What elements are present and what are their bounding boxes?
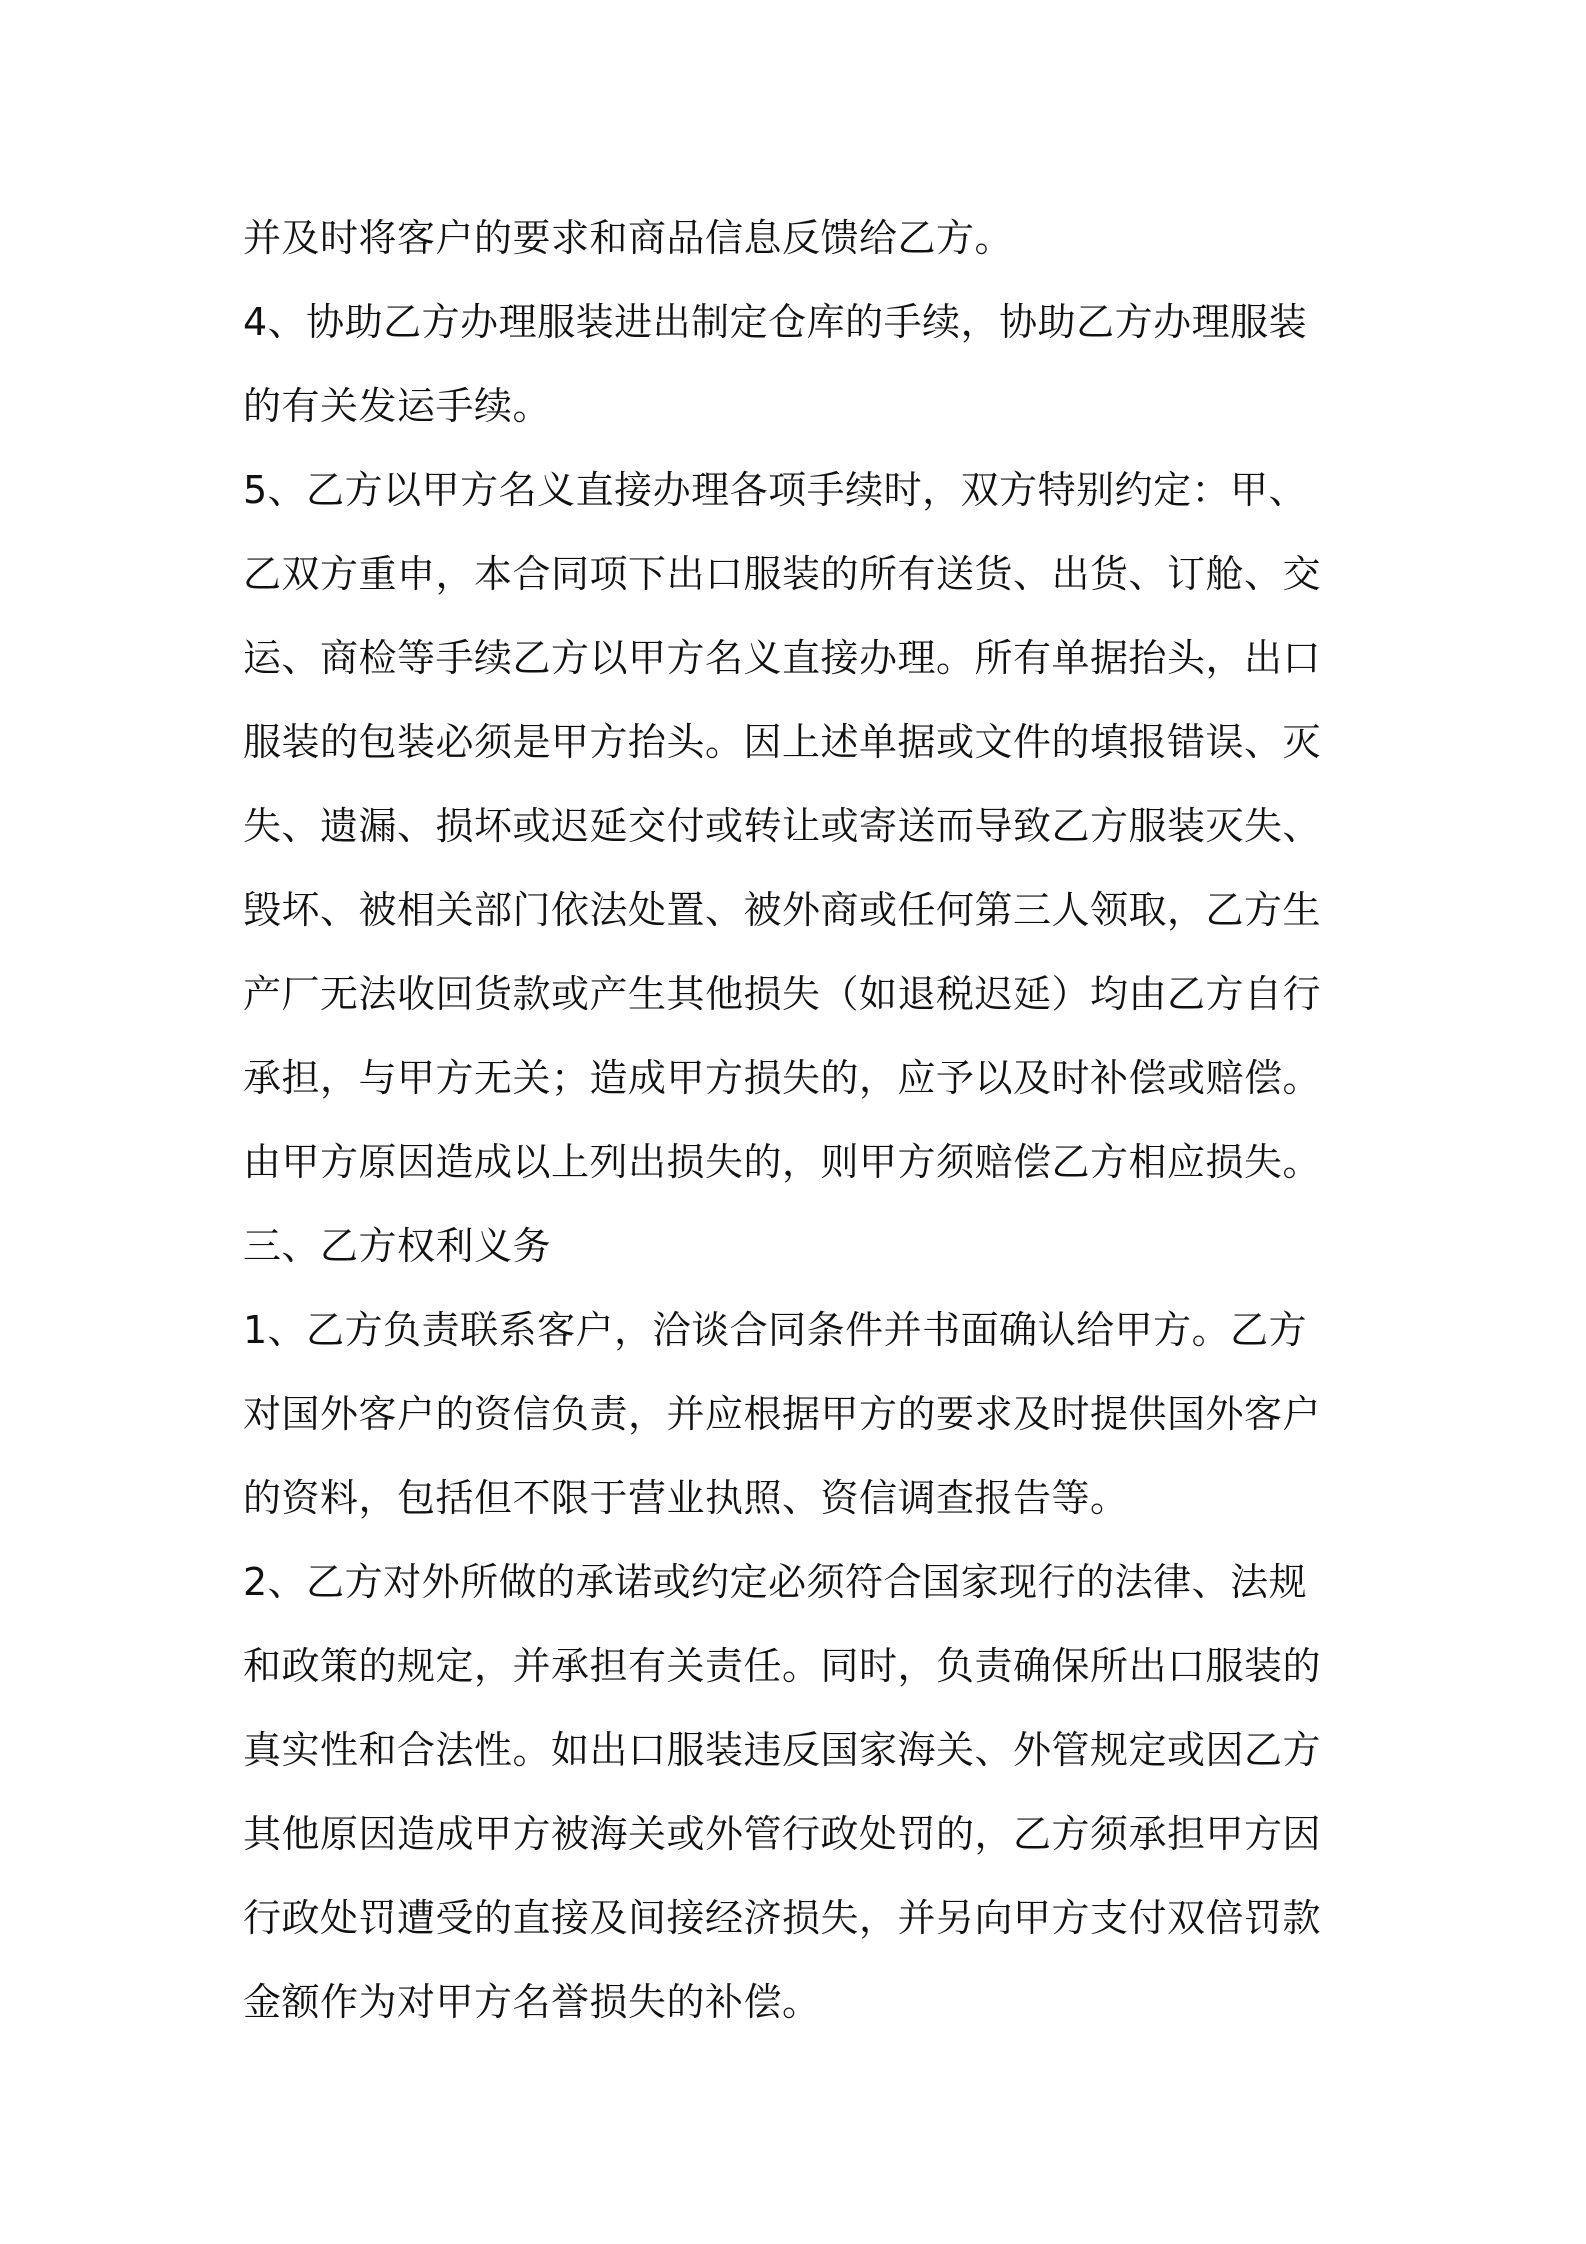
text-line: 行政处罚遭受的直接及间接经济损失，并另向甲方支付双倍罚款 — [243, 1896, 1322, 1940]
text-line: 由甲方原因造成以上列出损失的，则甲方须赔偿乙方相应损失。 — [243, 1140, 1322, 1184]
text-line: 的资料，包括但不限于营业执照、资信调查报告等。 — [243, 1476, 1129, 1520]
text-line: 并及时将客户的要求和商品信息反馈给乙方。 — [243, 216, 1014, 260]
text-line: 4、协助乙方办理服装进出制定仓库的手续，协助乙方办理服装 — [243, 300, 1308, 344]
text-line: 运、商检等手续乙方以甲方名义直接办理。所有单据抬头，出口 — [243, 636, 1322, 680]
text-line: 服装的包装必须是甲方抬头。因上述单据或文件的填报错误、灭 — [243, 720, 1322, 764]
text-line: 承担，与甲方无关；造成甲方损失的，应予以及时补偿或赔偿。 — [243, 1056, 1322, 1100]
text-line: 其他原因造成甲方被海关或外管行政处罚的，乙方须承担甲方因 — [243, 1812, 1322, 1856]
document-body — [243, 196, 1353, 2044]
text-line: 失、遗漏、损坏或迟延交付或转让或寄送而导致乙方服装灭失、 — [243, 804, 1322, 848]
text-line: 2、乙方对外所做的承诺或约定必须符合国家现行的法律、法规 — [243, 1560, 1308, 1604]
text-line: 金额作为对甲方名誉损失的补偿。 — [243, 1980, 821, 2024]
text-line: 对国外客户的资信负责，并应根据甲方的要求及时提供国外客户 — [243, 1392, 1322, 1436]
text-line: 5、乙方以甲方名义直接办理各项手续时，双方特别约定：甲、 — [243, 468, 1308, 512]
text-line: 1、乙方负责联系客户，洽谈合同条件并书面确认给甲方。乙方 — [243, 1308, 1308, 1352]
text-line: 产厂无法收回货款或产生其他损失（如退税迟延）均由乙方自行 — [243, 972, 1322, 1016]
text-line: 和政策的规定，并承担有关责任。同时，负责确保所出口服装的 — [243, 1644, 1322, 1688]
section-heading: 三、乙方权利义务 — [243, 1224, 552, 1268]
text-line: 乙双方重申，本合同项下出口服装的所有送货、出货、订舱、交 — [243, 552, 1322, 596]
text-line: 的有关发运手续。 — [243, 384, 552, 428]
text-line: 真实性和合法性。如出口服装违反国家海关、外管规定或因乙方 — [243, 1728, 1322, 1772]
text-line: 毁坏、被相关部门依法处置、被外商或任何第三人领取，乙方生 — [243, 888, 1322, 932]
